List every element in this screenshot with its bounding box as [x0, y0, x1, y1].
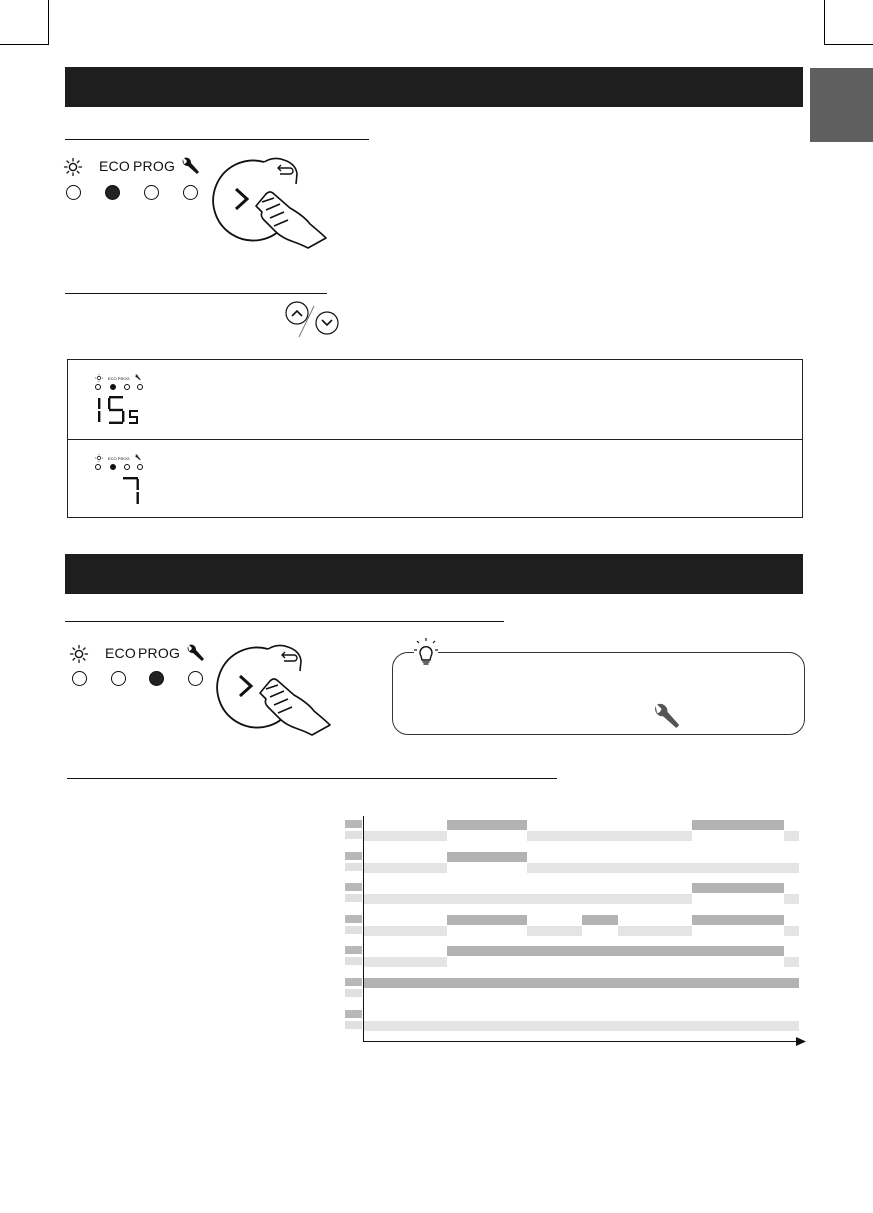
back-arrow-icon	[282, 652, 297, 661]
step-1-underline	[65, 139, 369, 140]
mode-led-prog	[144, 185, 159, 200]
day-marker-light	[345, 831, 362, 839]
mini-led	[137, 384, 143, 390]
sun-icon	[95, 374, 103, 382]
touch-hand-icon	[260, 679, 330, 735]
touch-hand-icon	[256, 192, 326, 248]
eco-label: ECO	[99, 158, 130, 174]
lightbulb-icon	[408, 636, 444, 672]
step-4-underline	[67, 778, 557, 779]
eco-period-bar	[784, 831, 799, 841]
mini-led	[95, 464, 101, 470]
crop-mark-top-right	[824, 0, 825, 45]
day-marker	[345, 915, 362, 923]
mode-led-comfort	[66, 185, 81, 200]
section-2-header-bar	[65, 554, 803, 594]
seven-segment-display	[120, 477, 142, 505]
wrench-icon	[134, 454, 141, 461]
mode-button[interactable]	[208, 641, 333, 731]
comfort-period-bar	[447, 946, 784, 956]
mini-led	[124, 384, 130, 390]
wrench-icon	[134, 374, 141, 381]
section-1-header-bar	[65, 67, 803, 107]
chevron-right-icon	[236, 189, 247, 209]
mode-led-eco	[111, 671, 126, 686]
day-marker	[345, 946, 362, 954]
prog-label: PROG	[133, 158, 176, 174]
day-marker	[345, 1010, 362, 1018]
eco-period-bar	[364, 863, 447, 873]
step-2-underline	[65, 293, 327, 294]
eco-period-bar	[364, 831, 447, 841]
up-down-buttons[interactable]	[283, 301, 343, 341]
crop-mark-top-right	[824, 44, 873, 45]
time-axis-horizontal	[363, 1041, 801, 1042]
chevron-right-icon	[240, 676, 251, 696]
display-table	[67, 359, 803, 518]
eco-period-bar	[618, 926, 692, 936]
mini-led	[137, 464, 143, 470]
mode-button[interactable]	[204, 154, 329, 244]
eco-period-bar	[364, 1021, 799, 1031]
day-marker-light	[345, 894, 362, 902]
sun-icon	[64, 158, 82, 176]
eco-period-bar	[527, 863, 799, 873]
crop-mark-top-left	[48, 0, 49, 45]
sun-icon	[70, 645, 88, 663]
mode-led-settings	[188, 671, 203, 686]
back-arrow-icon	[278, 165, 293, 174]
eco-period-bar	[364, 926, 447, 936]
comfort-period-bar	[692, 915, 783, 925]
chapter-tab	[810, 68, 873, 142]
day-marker	[345, 852, 362, 860]
day-marker-light	[345, 926, 362, 934]
mini-led	[95, 384, 101, 390]
mode-led-comfort	[72, 671, 87, 686]
eco-period-bar	[527, 831, 692, 841]
table-row-divider	[68, 439, 802, 440]
eco-period-bar	[784, 926, 799, 936]
wrench-icon	[185, 644, 205, 663]
eco-period-bar	[364, 894, 692, 904]
mini-led-eco	[110, 464, 116, 470]
mini-led-eco	[110, 384, 116, 390]
day-marker-light	[345, 989, 362, 997]
seven-segment-display	[96, 396, 146, 424]
eco-period-bar	[364, 957, 447, 967]
mini-mode-label: ECO PROG	[108, 456, 130, 461]
wrench-icon	[651, 703, 681, 731]
mini-mode-label: ECO PROG	[108, 376, 130, 381]
crop-mark-top-left	[0, 44, 48, 45]
mode-led-prog	[149, 671, 164, 686]
day-marker-light	[345, 957, 362, 965]
comfort-period-bar	[447, 852, 527, 862]
comfort-period-bar	[447, 915, 527, 925]
day-marker-light	[345, 1021, 362, 1029]
wrench-icon	[180, 157, 200, 176]
mode-led-eco	[105, 185, 120, 200]
day-marker	[345, 883, 362, 891]
comfort-period-bar	[692, 883, 783, 893]
day-marker	[345, 820, 362, 828]
mode-led-settings	[183, 185, 198, 200]
eco-label: ECO	[105, 645, 136, 661]
comfort-period-bar	[582, 915, 619, 925]
step-3-underline	[65, 621, 504, 622]
time-axis-arrow	[796, 1037, 806, 1046]
eco-period-bar	[784, 894, 799, 904]
sun-icon	[95, 454, 103, 462]
comfort-period-bar	[447, 820, 527, 830]
eco-period-bar	[784, 957, 799, 967]
eco-period-bar	[527, 926, 581, 936]
schedule-chart	[340, 810, 810, 1050]
day-marker-light	[345, 863, 362, 871]
comfort-period-bar	[364, 978, 799, 988]
day-marker	[345, 978, 362, 986]
tip-box	[392, 652, 805, 735]
comfort-period-bar	[692, 820, 783, 830]
mini-led	[124, 464, 130, 470]
prog-label: PROG	[138, 645, 181, 661]
